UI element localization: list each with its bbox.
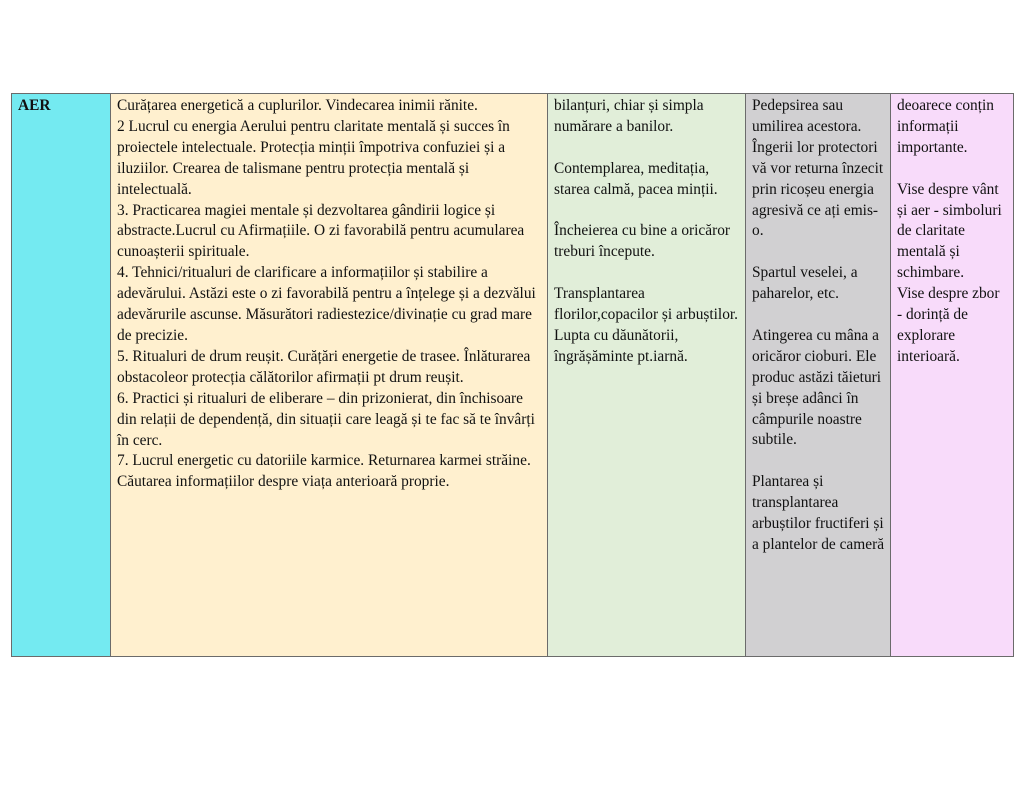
aer-table	[11, 93, 1014, 657]
avoid-paragraph: Pedepsirea sau umilirea acestora. Îngerii lor protectori vă vor returna înzecit prin ricoșeu energia agresivă ce ați emis-o.	[752, 97, 884, 240]
activity-item: 6. Practici și ritualuri de eliberare – din prizonierat, din închisoare din relații de dependență, din situații care leagă și te fac să te învârți în cerc.	[117, 389, 535, 449]
recommended-paragraph: bilanțuri, chiar și simpla numărare a banilor.	[554, 97, 704, 135]
activity-item: 3. Practicarea magiei mentale și dezvoltarea gândirii logice și abstracte.Lucrul cu Afirmațiile. O zi favorabilă pentru acumularea cunoașterii spirituale.	[117, 201, 525, 261]
activity-item: 7. Lucrul energetic cu datoriile karmice. Returnarea karmei străine. Căutarea informațiilor despre viața anterioară proprie.	[117, 452, 531, 491]
avoid-paragraph: Spartul veselei, a paharelor, etc.	[752, 264, 858, 303]
recommended-paragraph: Încheierea cu bine a oricăror treburi începute.	[554, 222, 731, 261]
activity-item: 5. Ritualuri de drum reușit. Curățări energetie de trasee. Înlăturarea obstacoleor protecția călătorilor afirmații pt drum reușit.	[117, 347, 531, 386]
avoid-paragraph: Plantarea și transplantarea arbuștilor fructiferi și a plantelor de cameră	[752, 473, 885, 553]
element-label: AER	[18, 97, 51, 114]
activity-item: 4. Tehnici/ritualuri de clarificare a informațiilor și stabilire a adevărului. Astăzi este o zi favorabilă pentru a înțelege și a dezvălui adevărurile ascunse. Măsurători radiestezice/divinație cu grad mare de precizie.	[117, 264, 536, 344]
dreams-paragraph: deoarece conțin informații importante.	[897, 97, 994, 156]
dreams-cell	[891, 94, 1014, 657]
avoid-paragraph: Atingerea cu mâna a oricăror cioburi. Ele produc astăzi tăieturi și breșe adânci în câmpurile noastre subtile.	[752, 326, 882, 449]
recommended-cell	[548, 94, 746, 657]
activity-item: Curățarea energetică a cuplurilor. Vindecarea inimii rănite.	[117, 97, 478, 114]
dreams-paragraph: Vise despre zbor - dorință de explorare interioară.	[897, 285, 1000, 365]
avoid-cell	[746, 94, 891, 657]
dreams-paragraph: Vise despre vânt și aer - simboluri de claritate mentală și schimbare.	[897, 180, 1002, 282]
recommended-paragraph: Contemplarea, meditația, starea calmă, pacea minții.	[554, 159, 718, 198]
element-cell	[12, 94, 111, 657]
favorable-activities-cell	[111, 94, 548, 657]
table-row-aer	[12, 94, 1014, 657]
recommended-paragraph: Transplantarea florilor,copacilor și arbuștilor. Lupta cu dăunătorii, îngrășăminte pt.iarnă.	[554, 285, 739, 365]
activity-item: 2 Lucrul cu energia Aerului pentru claritate mentală și succes în proiectele intelectuale. Protecția minții împotriva confuziei și a iluziilor. Crearea de talismane pentru protecția mentală și intelectuală.	[117, 117, 510, 198]
